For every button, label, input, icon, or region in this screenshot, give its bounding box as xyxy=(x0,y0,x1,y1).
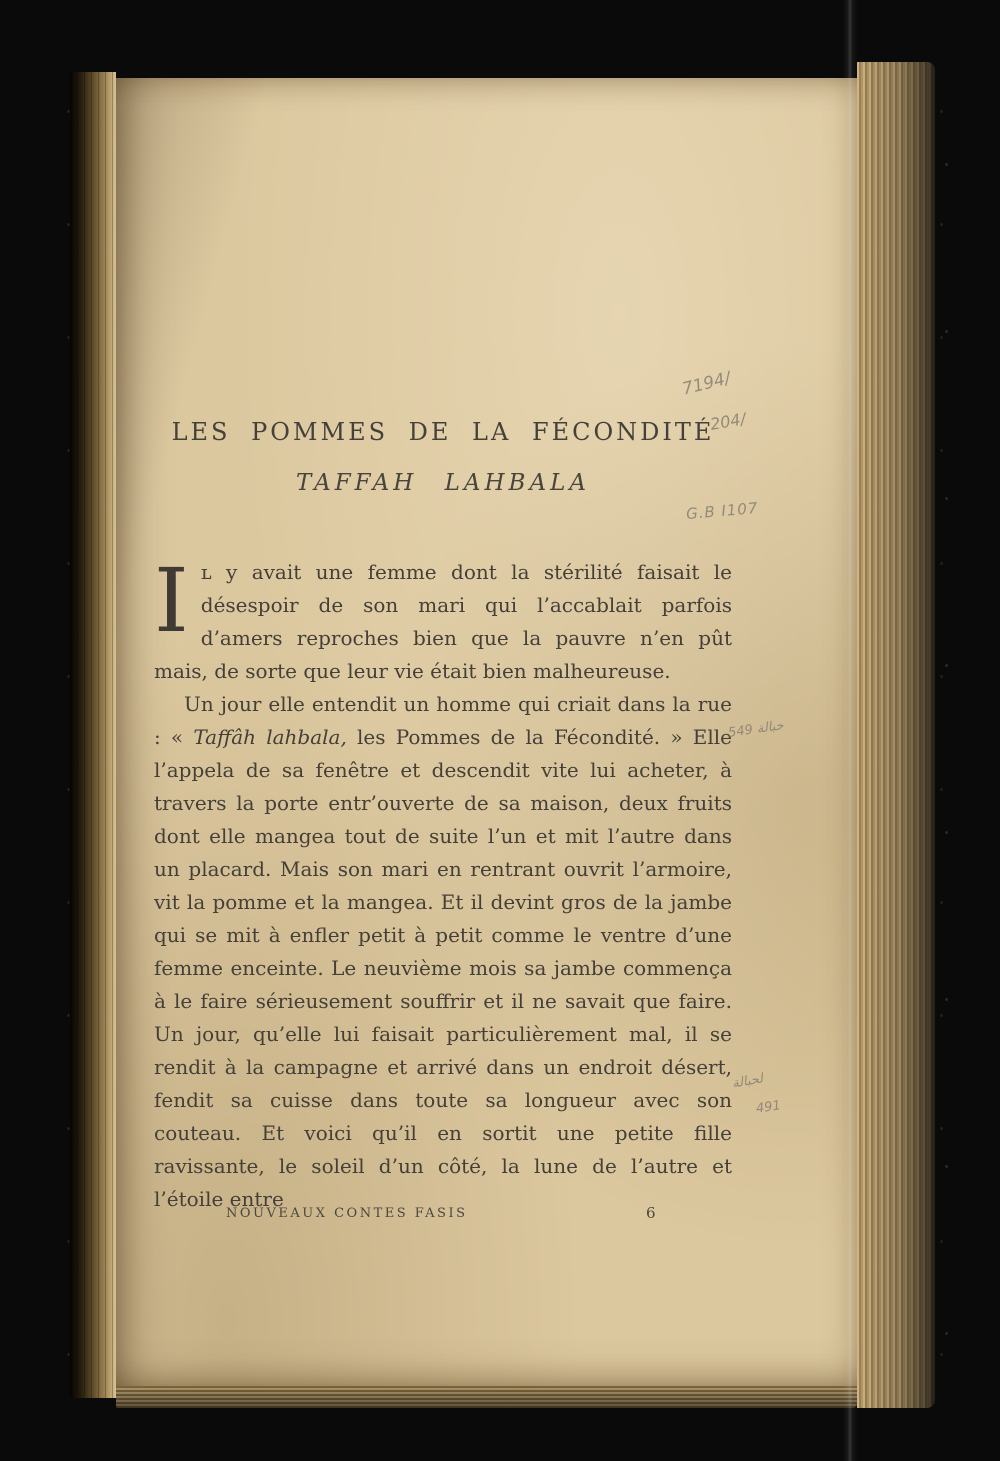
pencil-annotation-top-2: 204/ xyxy=(708,409,748,434)
pencil-annotation-margin-2: لحبالة xyxy=(730,1071,765,1092)
footer-series-title: NOUVEAUX CONTES FASIS xyxy=(226,1206,468,1221)
body-text xyxy=(154,549,732,1216)
book-spine-edge xyxy=(70,72,116,1398)
chapter-title: LES POMMES DE LA FÉCONDITÉ xyxy=(171,418,715,446)
text-column xyxy=(154,78,732,1386)
paragraph-2-text-post: les Pommes de la Fécondité. » Elle l’appela de sa fenêtre et descendit vite lui acheter, à travers la porte entr’ouverte de sa maison, deux fruits dont elle mangea tout de suite l’un et mit l’autre dans un placard. Mais son mari en rentrant ouvrit l’armoire, vit la pomme et la mangea. Et il devint gros de la jambe qui se mit à enfler petit à petit comme le ventre d’une femme enceinte. Le neuvième mois sa jambe commença à le faire sérieusement souffrir et il ne savait que faire. Un jour, qu’elle lui faisait particulièrement mal, il se rendit à la campagne et arrivé dans un endroit désert, fendit sa cuisse dans toute sa longueur avec son couteau. Et voici qu’il en sortit une petite fille ravissante, le soleil d’un côté, la lune de l’autre et l’étoile entre xyxy=(154,725,732,1211)
paragraph-1 xyxy=(154,549,732,688)
footer-page-number: 6 xyxy=(646,1204,656,1222)
pencil-annotation-margin-3: 491 xyxy=(755,1098,782,1117)
drop-cap: I xyxy=(154,549,189,652)
paragraph-2-text-pre: Un jour elle entendit un homme qui criait dans la rue : « xyxy=(154,692,732,749)
page-fore-edge xyxy=(857,62,935,1408)
pencil-annotation-catalog: G.B I107 xyxy=(685,498,760,524)
page-surface xyxy=(116,78,857,1386)
page-bottom-edge xyxy=(116,1384,857,1408)
pencil-annotation-top-1: 7194/ xyxy=(680,368,733,400)
book-page xyxy=(70,62,935,1408)
chapter-subtitle: TAFFAH LAHBALA xyxy=(296,470,590,496)
paragraph-2 xyxy=(154,688,732,1216)
pencil-annotation-margin-1: حبالة 549 xyxy=(727,718,785,741)
paragraph-1-text: ʟ y avait une femme dont la stérilité faisait le désespoir de son mari qui l’accablait parfois d’amers reproches bien que la pauvre n’en pût mais, de sorte que leur vie était bien malheureuse. xyxy=(154,560,732,683)
paragraph-2-italic-phrase: Taffâh lahbala, xyxy=(193,725,347,749)
